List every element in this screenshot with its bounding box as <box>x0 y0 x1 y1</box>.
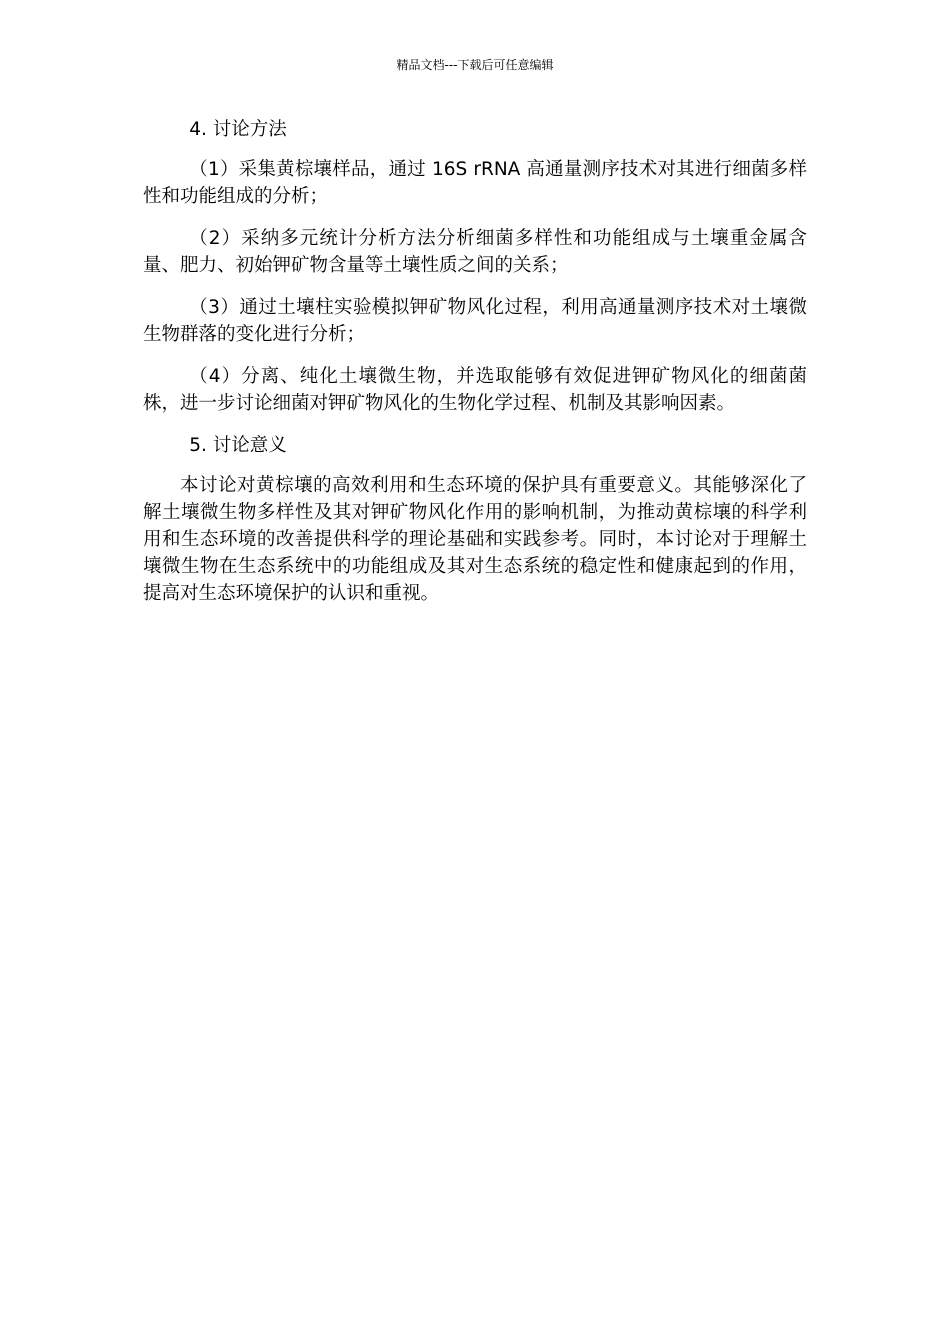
section-title-significance: 5. 讨论意义 <box>189 435 287 456</box>
methods-item-3: （3）通过土壤柱实验模拟钾矿物风化过程，利用高通量测序技术对土壤微生物群落的变化进行分析； <box>143 297 807 345</box>
section-title-methods: 4. 讨论方法 <box>189 119 287 140</box>
significance-paragraph: 本讨论对黄棕壤的高效利用和生态环境的保护具有重要意义。其能够深化了解土壤微生物多样性及其对钾矿物风化作用的影响机制，为推动黄棕壤的科学利用和生态环境的改善提供科学的理论基础和实践参考。同时，本讨论对于理解土壤微生物在生态系统中的功能组成及其对生态系统的稳定性和健康起到的作用，提高对生态环境保护的认识和重视。 <box>143 475 807 604</box>
document-body <box>143 116 807 622</box>
methods-item-2: （2）采纳多元统计分析方法分析细菌多样性和功能组成与土壤重金属含量、肥力、初始钾矿物含量等土壤性质之间的关系； <box>143 228 807 276</box>
methods-item-1: （1）采集黄棕壤样品，通过 16S rRNA 高通量测序技术对其进行细菌多样性和功能组成的分析； <box>143 159 807 207</box>
methods-item-4: （4）分离、纯化土壤微生物，并选取能够有效促进钾矿物风化的细菌菌株，进一步讨论细菌对钾矿物风化的生物化学过程、机制及其影响因素。 <box>143 366 807 414</box>
page-header: 精品文档---下载后可任意编辑 <box>396 58 554 72</box>
